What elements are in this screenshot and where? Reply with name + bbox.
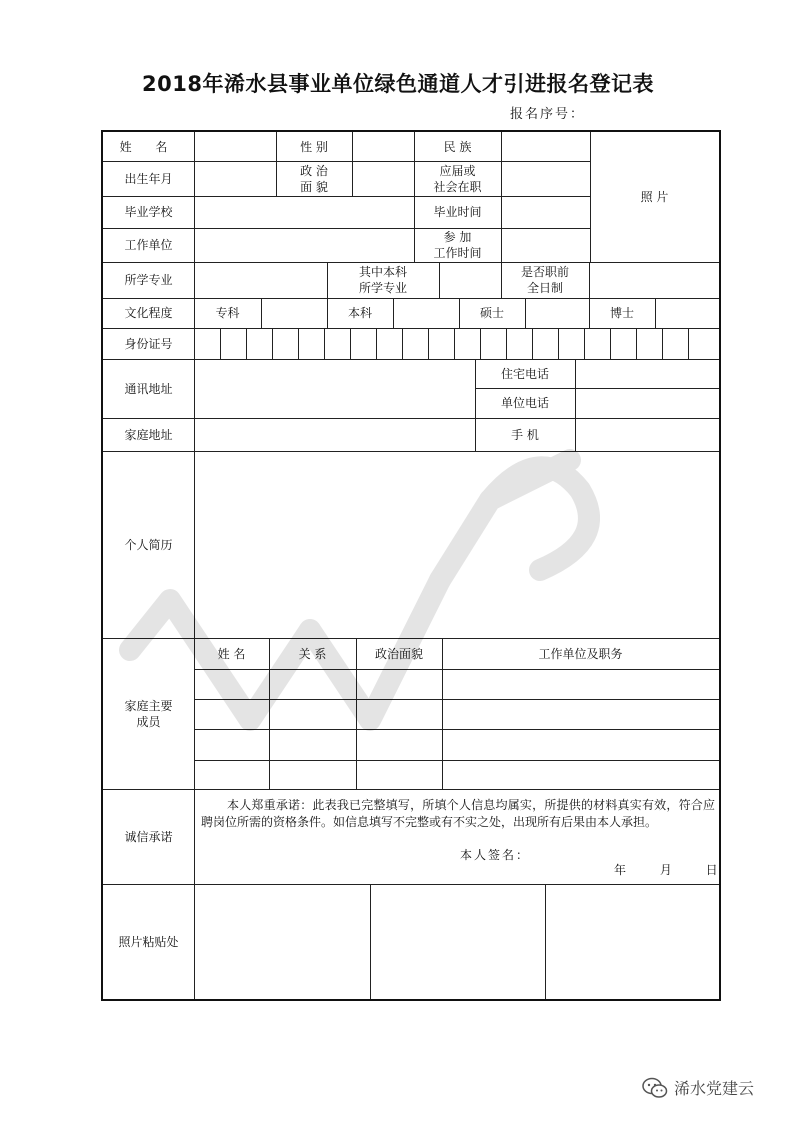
serial-number-label: 报名序号： <box>510 107 586 122</box>
label-birth: 出生年月 <box>124 171 173 186</box>
signature-label: 本人签名： <box>460 848 531 862</box>
label-ethnicity: 民 族 <box>443 139 472 154</box>
date-label: 年 月 日 <box>614 863 718 877</box>
page-title: 2018年浠水县事业单位绿色通道人才引进报名登记表 <box>142 72 654 96</box>
footer-account-name: 浠水党建云 <box>674 1079 755 1098</box>
pledge-text: 本人郑重承诺：此表我已完整填写，所填个人信息均属实，所提供的材料真实有效，符合应聘岗位所需的资格条件。如信息填写不完整或有不实之处，出现所有后果由本人承担。 <box>201 798 715 829</box>
label-grad-time: 毕业时间 <box>433 205 482 219</box>
label-photo-paste: 照片粘贴处 <box>118 934 179 949</box>
label-master: 硕士 <box>479 306 504 320</box>
label-doctor: 博士 <box>609 306 634 320</box>
label-fam-relation: 关 系 <box>298 646 327 661</box>
label-full-time: 是否职前 全日制 <box>520 265 569 295</box>
label-family: 家庭主要 成员 <box>124 698 173 729</box>
label-work-start: 参 加 工作时间 <box>433 230 482 260</box>
label-undergrad-major: 其中本科 所学专业 <box>358 265 407 295</box>
label-contact-address: 通讯地址 <box>124 381 173 396</box>
label-fresh-grad: 应届或 社会在职 <box>433 163 482 194</box>
label-bachelor: 本科 <box>347 306 372 320</box>
label-photo: 照 片 <box>640 190 669 204</box>
label-id-number: 身份证号 <box>124 336 173 351</box>
wechat-icon <box>642 1077 668 1099</box>
label-school: 毕业学校 <box>124 205 173 219</box>
label-office-phone: 单位电话 <box>500 396 549 410</box>
label-political: 政 治 面 貌 <box>300 163 328 194</box>
label-gender: 性 别 <box>300 139 328 154</box>
label-education: 文化程度 <box>124 306 173 320</box>
label-home-address: 家庭地址 <box>124 427 173 442</box>
footer-account <box>642 1076 754 1099</box>
label-mobile: 手 机 <box>511 427 539 442</box>
label-major: 所学专业 <box>124 273 173 287</box>
label-college: 专科 <box>215 306 240 320</box>
label-fam-political: 政治面貌 <box>374 646 423 661</box>
label-resume: 个人简历 <box>124 537 173 552</box>
label-work-unit: 工作单位 <box>124 238 173 252</box>
label-fam-work: 工作单位及职务 <box>538 646 623 661</box>
label-integrity: 诚信承诺 <box>124 829 173 844</box>
label-home-phone: 住宅电话 <box>500 366 549 381</box>
label-name: 姓 名 <box>119 139 178 154</box>
label-fam-name: 姓 名 <box>217 646 246 661</box>
